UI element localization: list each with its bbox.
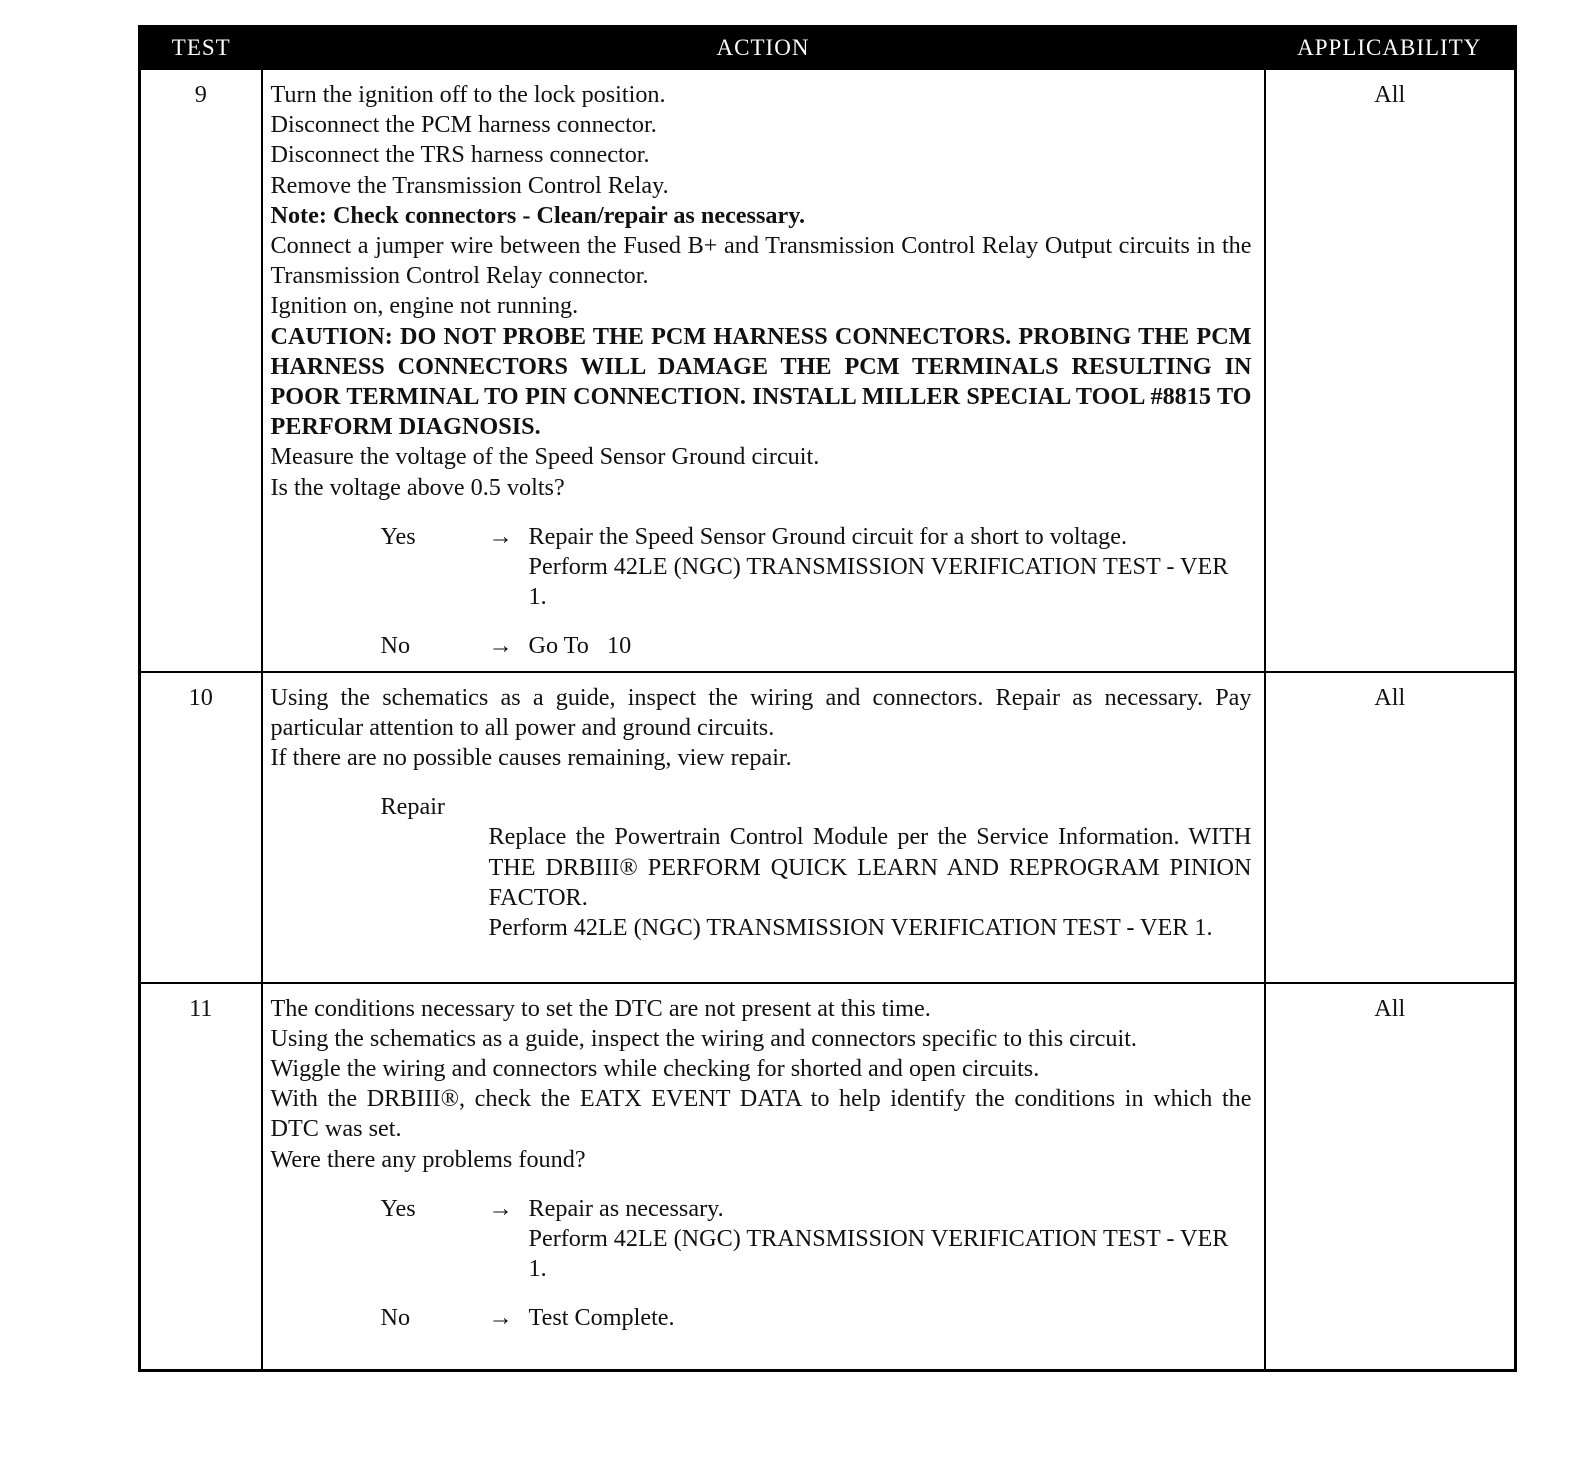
action-step: The conditions necessary to set the DTC are not present at this time. <box>270 994 931 1022</box>
applicability-cell: All <box>1265 672 1516 983</box>
action-step: Ignition on, engine not running. <box>270 292 579 320</box>
repair-step: Perform 42LE (NGC) TRANSMISSION VERIFICATION TEST - VER 1. <box>488 914 1213 942</box>
arrow-icon: → <box>488 1304 513 1332</box>
arrow-icon: → <box>488 522 513 550</box>
test-number: 10 <box>140 672 262 983</box>
no-response <box>271 1303 1252 1333</box>
no-step: Test Complete. <box>528 1304 675 1332</box>
no-step: Go To 10 <box>528 632 632 660</box>
action-step: Disconnect the PCM harness connector. <box>270 111 657 139</box>
table-header-row <box>140 27 1516 70</box>
action-step: Turn the ignition off to the lock position. <box>270 81 666 108</box>
arrow-icon: → <box>488 1194 513 1222</box>
no-label: No <box>380 1304 411 1332</box>
table-row-test-9 <box>140 69 1516 672</box>
action-step: Connect a jumper wire between the Fused B+ and Transmission Control Relay Output circuits in the Transmission Control Relay connector. <box>270 232 1252 290</box>
header-action: ACTION <box>262 27 1265 70</box>
action-step: Is the voltage above 0.5 volts? <box>270 473 565 501</box>
action-step: Remove the Transmission Control Relay. <box>270 171 669 199</box>
applicability-cell: All <box>1265 983 1516 1371</box>
table-row-test-10 <box>140 672 1516 983</box>
applicability-cell: All <box>1265 69 1516 672</box>
action-step: With the DRBIII®, check the EATX EVENT DATA to help identify the conditions in which the DTC was set. <box>270 1085 1252 1143</box>
action-step: Were there any problems found? <box>270 1145 586 1173</box>
table-row-test-11 <box>140 983 1516 1371</box>
yes-label: Yes <box>380 522 416 550</box>
note-text: Note: Check connectors - Clean/repair as necessary. <box>270 201 805 229</box>
yes-step: Repair as necessary. <box>528 1194 724 1222</box>
no-label: No <box>380 632 411 660</box>
action-cell <box>262 672 1265 983</box>
action-step: Disconnect the TRS harness connector. <box>270 141 650 169</box>
header-applicability: APPLICABILITY <box>1265 27 1516 70</box>
no-response <box>271 631 1252 661</box>
arrow-icon: → <box>488 632 513 660</box>
caution-text: CAUTION: DO NOT PROBE THE PCM HARNESS CONNECTORS. PROBING THE PCM HARNESS CONNECTORS WILL DAMAGE THE PCM TERMINALS RESULTING IN POOR TERMINAL TO PIN CONNECTION. INSTALL MILLER SPECIAL TOOL #8815 TO PERFORM DIAGNOSIS. <box>270 322 1252 441</box>
action-step: Wiggle the wiring and connectors while checking for shorted and open circuits. <box>270 1055 1040 1083</box>
yes-label: Yes <box>380 1194 416 1222</box>
yes-response <box>271 522 1252 613</box>
yes-step: Repair the Speed Sensor Ground circuit for a short to voltage. <box>528 522 1127 550</box>
action-step: Using the schematics as a guide, inspect the wiring and connectors specific to this circuit. <box>270 1024 1137 1052</box>
yes-response <box>271 1194 1252 1285</box>
action-step: Using the schematics as a guide, inspect the wiring and connectors. Repair as necessary. Pay particular attention to all power and ground circuits. <box>270 683 1252 741</box>
action-cell <box>262 983 1265 1371</box>
yes-step: Perform 42LE (NGC) TRANSMISSION VERIFICATION TEST - VER 1. <box>528 1225 1229 1283</box>
action-cell <box>262 69 1265 672</box>
diagnostic-table <box>138 25 1517 1372</box>
action-step: Measure the voltage of the Speed Sensor Ground circuit. <box>270 443 820 471</box>
repair-body <box>271 822 1252 943</box>
repair-step: Replace the Powertrain Control Module per the Service Information. WITH THE DRBIII® PERFORM QUICK LEARN AND REPROGRAM PINION FACTOR. <box>488 823 1252 911</box>
test-number: 11 <box>140 983 262 1371</box>
repair-label: Repair <box>380 793 445 821</box>
test-number: 9 <box>140 69 262 672</box>
header-test: TEST <box>140 27 262 70</box>
yes-step: Perform 42LE (NGC) TRANSMISSION VERIFICATION TEST - VER 1. <box>528 553 1229 611</box>
action-step: If there are no possible causes remaining, view repair. <box>270 744 792 772</box>
